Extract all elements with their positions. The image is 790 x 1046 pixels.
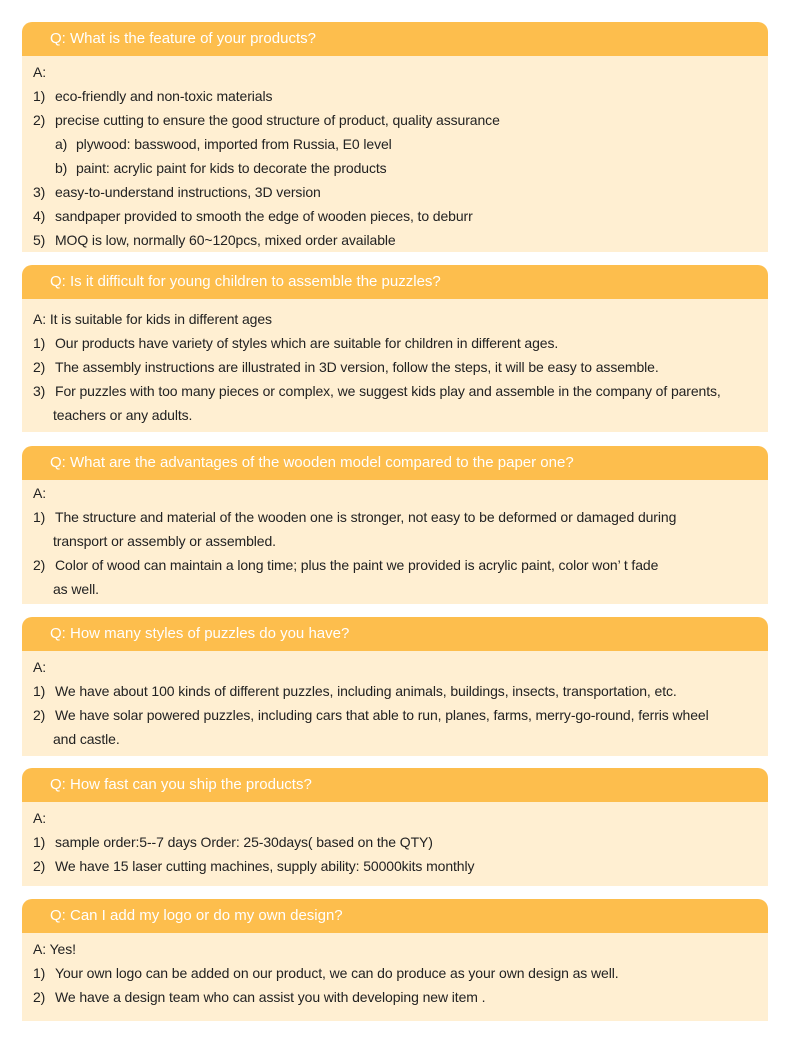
answer-text: For puzzles with too many pieces or complex, we suggest kids play and assemble in the company of parents,	[55, 383, 721, 399]
answer-text: paint: acrylic paint for kids to decorate the products	[76, 160, 387, 176]
answer-line	[22, 529, 768, 553]
answer-text: sandpaper provided to smooth the edge of wooden pieces, to deburr	[55, 208, 473, 224]
faq-answer	[22, 933, 768, 1021]
list-marker: 1)	[33, 335, 46, 351]
answer-line	[22, 108, 768, 132]
answer-text: as well.	[53, 581, 99, 597]
answer-text: transport or assembly or assembled.	[53, 533, 276, 549]
list-marker: 3)	[33, 383, 46, 399]
faq-item	[22, 22, 768, 252]
answer-text: A: Yes!	[33, 941, 76, 957]
list-marker: 4)	[33, 208, 46, 224]
answer-text: and castle.	[53, 731, 120, 747]
faq-item	[22, 265, 768, 432]
answer-text: Our products have variety of styles which are suitable for children in different ages.	[55, 335, 559, 351]
answer-line	[22, 379, 768, 403]
answer-line	[22, 655, 768, 679]
faq-answer	[22, 802, 768, 886]
faq-question: Q: What is the feature of your products?	[22, 22, 768, 56]
answer-line	[22, 481, 768, 505]
answer-text: Your own logo can be added on our product, we can do produce as your own design as well.	[55, 965, 619, 981]
answer-line	[22, 204, 768, 228]
answer-line	[22, 679, 768, 703]
faq-question: Q: Is it difficult for young children to assemble the puzzles?	[22, 265, 768, 299]
list-marker: 2)	[33, 359, 46, 375]
list-marker: 1)	[33, 965, 46, 981]
answer-text: MOQ is low, normally 60~120pcs, mixed order available	[55, 232, 396, 248]
answer-line	[22, 403, 768, 427]
answer-text: We have about 100 kinds of different puzzles, including animals, buildings, insects, transportation, etc.	[55, 683, 677, 699]
list-marker: 3)	[33, 184, 46, 200]
answer-text: eco-friendly and non-toxic materials	[55, 88, 273, 104]
answer-text: A:	[33, 810, 47, 826]
answer-line	[22, 577, 768, 601]
answer-text: The structure and material of the wooden one is stronger, not easy to be deformed or damaged during	[55, 509, 677, 525]
list-marker: a)	[55, 136, 68, 152]
list-marker: 2)	[33, 557, 46, 573]
answer-text: We have a design team who can assist you with developing new item .	[55, 989, 486, 1005]
answer-line	[22, 985, 768, 1009]
answer-line	[22, 727, 768, 751]
faq-question: Q: What are the advantages of the wooden model compared to the paper one?	[22, 446, 768, 480]
answer-text: easy-to-understand instructions, 3D version	[55, 184, 321, 200]
faq-question: Q: How many styles of puzzles do you have?	[22, 617, 768, 651]
list-marker: 1)	[33, 683, 46, 699]
answer-line	[22, 703, 768, 727]
list-marker: 2)	[33, 112, 46, 128]
list-marker: 2)	[33, 707, 46, 723]
answer-line	[22, 937, 768, 961]
faq-answer	[22, 299, 768, 432]
answer-text: A:	[33, 485, 47, 501]
answer-line	[22, 60, 768, 84]
answer-text: We have 15 laser cutting machines, supply ability: 50000kits monthly	[55, 858, 475, 874]
list-marker: 1)	[33, 88, 46, 104]
answer-line	[22, 307, 768, 331]
faq-question: Q: Can I add my logo or do my own design?	[22, 899, 768, 933]
faq-item	[22, 617, 768, 756]
list-marker: 5)	[33, 232, 46, 248]
answer-text: We have solar powered puzzles, including cars that able to run, planes, farms, merry-go-round, ferris wheel	[55, 707, 709, 723]
answer-text: The assembly instructions are illustrated in 3D version, follow the steps, it will be easy to assemble.	[55, 359, 659, 375]
list-marker: b)	[55, 160, 68, 176]
faq-answer	[22, 651, 768, 756]
answer-text: teachers or any adults.	[53, 407, 193, 423]
faq-question: Q: How fast can you ship the products?	[22, 768, 768, 802]
answer-text: precise cutting to ensure the good structure of product, quality assurance	[55, 112, 500, 128]
list-marker: 1)	[33, 509, 46, 525]
answer-text: A: It is suitable for kids in different ages	[33, 311, 272, 327]
answer-line	[22, 806, 768, 830]
answer-text: A:	[33, 659, 47, 675]
answer-line	[22, 228, 768, 252]
faq-answer	[22, 56, 768, 252]
answer-text: Color of wood can maintain a long time; plus the paint we provided is acrylic paint, color won’ t fade	[55, 557, 659, 573]
list-marker: 2)	[33, 989, 46, 1005]
answer-line	[22, 961, 768, 985]
list-marker: 2)	[33, 858, 46, 874]
answer-text: A:	[33, 64, 47, 80]
answer-line	[22, 505, 768, 529]
answer-line	[22, 553, 768, 577]
answer-line	[22, 355, 768, 379]
answer-text: sample order:5--7 days Order: 25-30days( based on the QTY)	[55, 834, 433, 850]
answer-line	[22, 84, 768, 108]
answer-line	[22, 132, 768, 156]
answer-text: plywood: basswood, imported from Russia, E0 level	[76, 136, 392, 152]
faq-item	[22, 768, 768, 886]
answer-line	[22, 156, 768, 180]
answer-line	[22, 180, 768, 204]
faq-answer	[22, 480, 768, 604]
answer-line	[22, 331, 768, 355]
list-marker: 1)	[33, 834, 46, 850]
answer-line	[22, 854, 768, 878]
faq-item	[22, 899, 768, 1021]
faq-item	[22, 446, 768, 604]
answer-line	[22, 830, 768, 854]
